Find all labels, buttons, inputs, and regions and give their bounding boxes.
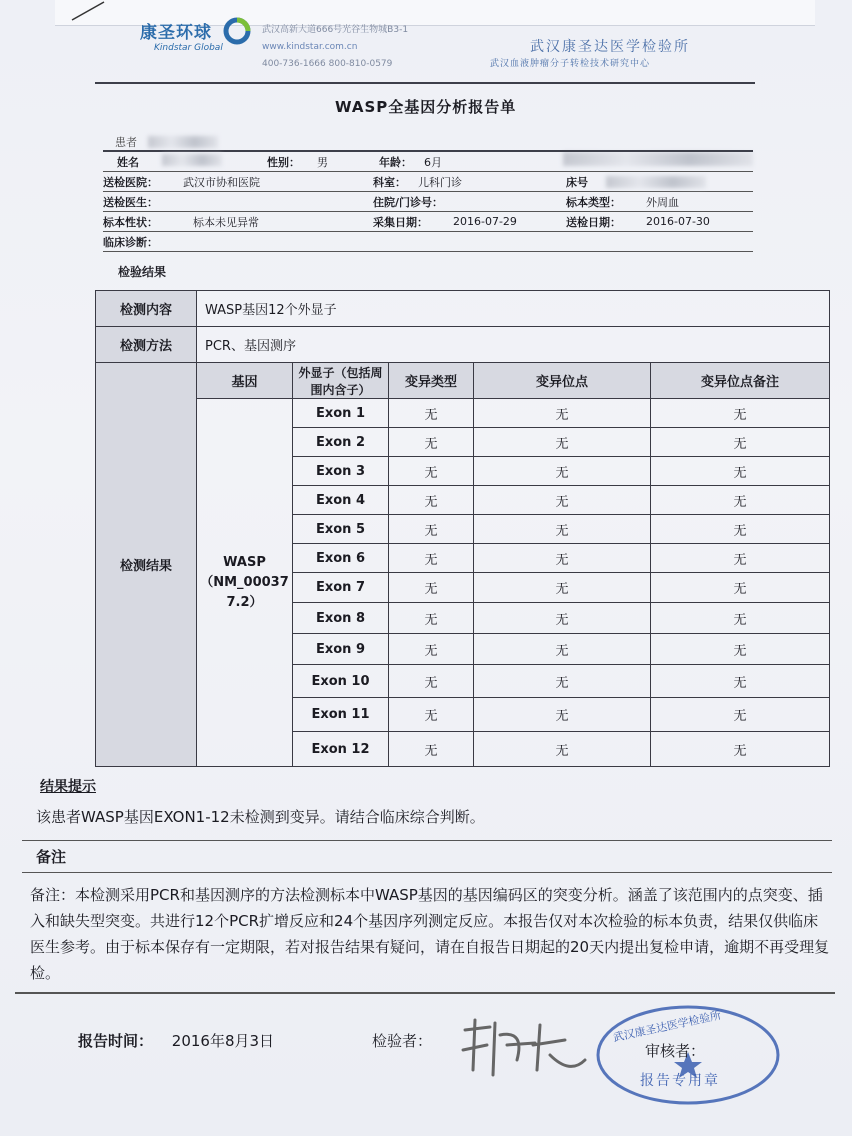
bed-redacted (606, 176, 706, 188)
website-text: www.kindstar.com.cn (262, 42, 358, 52)
note-cell: 无 (651, 634, 830, 665)
address-text: 武汉高新大道666号光谷生物城B3-1 (262, 25, 409, 35)
phone-text: 400-736-1666 800-810-0579 (262, 59, 393, 69)
method-row (96, 327, 830, 363)
dept-label: 科室： (373, 175, 406, 189)
type-cell: 无 (389, 515, 474, 544)
sample-status-value: 标本未见异常 (193, 215, 259, 229)
site-cell: 无 (474, 665, 651, 698)
col-gene: 基因 (197, 363, 293, 399)
hospital-value: 武汉市协和医院 (183, 175, 260, 189)
note-cell: 无 (651, 399, 830, 428)
site-cell: 无 (474, 603, 651, 634)
report-time-label: 报告时间： (78, 1032, 154, 1050)
site-cell: 无 (474, 634, 651, 665)
col-note: 变异位点备注 (651, 363, 830, 399)
logo-cn-text: 康圣环球 (140, 23, 212, 43)
collect-date-label: 采集日期： (373, 215, 428, 229)
note-cell: 无 (651, 428, 830, 457)
type-cell: 无 (389, 544, 474, 573)
conclusion-text: 该患者WASP基因EXON1-12未检测到变异。请结合临床综合判断。 (36, 808, 485, 826)
type-cell: 无 (389, 603, 474, 634)
content-value: WASP基因12个外显子 (197, 291, 830, 327)
tester-label: 检验者： (372, 1032, 433, 1050)
exon-cell: Exon 9 (293, 634, 389, 665)
exon-cell: Exon 1 (293, 399, 389, 428)
name-value-redacted (162, 154, 267, 169)
site-cell: 无 (474, 732, 651, 767)
divider-3 (15, 992, 835, 994)
site-cell: 无 (474, 544, 651, 573)
logo-ring-icon (222, 16, 252, 46)
gene-accession-1: （NM_00037 (200, 574, 289, 590)
send-date-label: 送检日期： (566, 215, 621, 229)
dept-value: 儿科门诊 (418, 175, 462, 189)
note-cell: 无 (651, 544, 830, 573)
sample-status-label: 标本性状： (103, 215, 158, 229)
type-cell: 无 (389, 486, 474, 515)
col-exon: 外显子（包括周围内含子） (293, 363, 389, 399)
seal-bottom-text: 报告专用章 (640, 1073, 720, 1089)
exon-cell: Exon 12 (293, 732, 389, 767)
redacted-patient-id (148, 136, 218, 148)
lab-name: 武汉康圣达医学检验所 (530, 39, 690, 55)
exon-cell: Exon 3 (293, 457, 389, 486)
age-value: 6月 (424, 155, 442, 169)
type-cell: 无 (389, 665, 474, 698)
report-time-value: 2016年8月3日 (171, 1032, 275, 1050)
type-cell: 无 (389, 698, 474, 732)
col-type: 变异类型 (389, 363, 474, 399)
note-cell: 无 (651, 515, 830, 544)
exon-cell: Exon 8 (293, 603, 389, 634)
note-cell: 无 (651, 732, 830, 767)
sample-type-value: 外周血 (646, 195, 679, 209)
conclusion-label: 结果提示 (40, 779, 96, 795)
exon-cell: Exon 6 (293, 544, 389, 573)
report-title: WASP全基因分析报告单 (335, 98, 517, 116)
patient-label-top: 患者 (115, 136, 137, 149)
method-label: 检测方法 (96, 327, 197, 363)
note-cell: 无 (651, 457, 830, 486)
send-date-value: 2016-07-30 (646, 215, 710, 228)
type-cell: 无 (389, 428, 474, 457)
table-row (96, 399, 830, 428)
diagnosis-label: 临床诊断： (103, 235, 158, 249)
company-logo (140, 18, 223, 53)
divider-1 (22, 840, 832, 841)
gene-accession-2: 7.2） (226, 594, 263, 610)
content-row (96, 291, 830, 327)
type-cell: 无 (389, 732, 474, 767)
info-row-3 (103, 192, 753, 212)
exon-cell: Exon 2 (293, 428, 389, 457)
site-cell: 无 (474, 515, 651, 544)
site-cell: 无 (474, 573, 651, 603)
seal-top-text: 武汉康圣达医学检验所 (611, 1008, 723, 1045)
report-time (78, 1030, 274, 1051)
note-label: 备注 (36, 848, 67, 866)
col-site: 变异位点 (474, 363, 651, 399)
type-cell: 无 (389, 457, 474, 486)
info-row-5 (103, 232, 753, 252)
patient-info-table (103, 150, 753, 252)
logo-en-text: Kindstar Global (154, 43, 223, 53)
note-cell: 无 (651, 573, 830, 603)
gene-name: WASP (223, 554, 266, 570)
info-row-1 (103, 152, 753, 172)
info-row-4 (103, 212, 753, 232)
note-cell: 无 (651, 486, 830, 515)
pen-stroke (70, 0, 110, 22)
gene-cell (197, 399, 293, 767)
exon-cell: Exon 11 (293, 698, 389, 732)
type-cell: 无 (389, 634, 474, 665)
sample-type-label: 标本类型： (566, 195, 621, 209)
results-table (95, 290, 830, 767)
result-label: 检测结果 (96, 363, 197, 767)
site-cell: 无 (474, 698, 651, 732)
gender-label: 性别： (267, 155, 300, 169)
site-cell: 无 (474, 428, 651, 457)
hospital-label: 送检医院： (103, 175, 158, 189)
type-cell: 无 (389, 399, 474, 428)
note-cell: 无 (651, 698, 830, 732)
method-value: PCR、基因测序 (197, 327, 830, 363)
site-cell: 无 (474, 457, 651, 486)
exon-cell: Exon 5 (293, 515, 389, 544)
type-cell: 无 (389, 573, 474, 603)
exon-cell: Exon 7 (293, 573, 389, 603)
note-cell: 无 (651, 665, 830, 698)
column-header-row (96, 363, 830, 399)
results-section-label: 检验结果 (118, 265, 167, 279)
age-label: 年龄： (379, 155, 412, 169)
lab-subtitle: 武汉血液肿瘤分子转检技术研究中心 (490, 59, 651, 69)
tester-signature (455, 1015, 590, 1085)
header-divider (95, 82, 755, 84)
site-cell: 无 (474, 486, 651, 515)
exon-cell: Exon 4 (293, 486, 389, 515)
name-label: 姓名 (117, 155, 139, 169)
divider-2 (22, 872, 832, 873)
site-cell: 无 (474, 399, 651, 428)
doctor-label: 送检医生： (103, 195, 158, 209)
collect-date-value: 2016-07-29 (453, 215, 517, 228)
contact-block (262, 22, 408, 73)
inpatient-label: 住院/门诊号： (373, 195, 444, 209)
exon-cell: Exon 10 (293, 665, 389, 698)
info-row-2 (103, 172, 753, 192)
note-cell: 无 (651, 603, 830, 634)
content-label: 检测内容 (96, 291, 197, 327)
bed-label: 床号 (566, 175, 588, 189)
gender-value: 男 (317, 155, 328, 169)
reviewer-label: 审核者： (645, 1042, 706, 1060)
note-text: 备注：本检测采用PCR和基因测序的方法检测标本中WASP基因的基因编码区的突变分析。涵盖了该范围内的点突变、插入和缺失型突变。共进行12个PCR扩增反应和24个基因序列测定反应。本报告仅对本次检验的标本负责，结果仅供临床医生参考。由于标本保存有一定期限，若对报告结果有疑问，请在自报告日期起的20天内提出复检申请，逾期不再受理复检。 (30, 886, 830, 982)
